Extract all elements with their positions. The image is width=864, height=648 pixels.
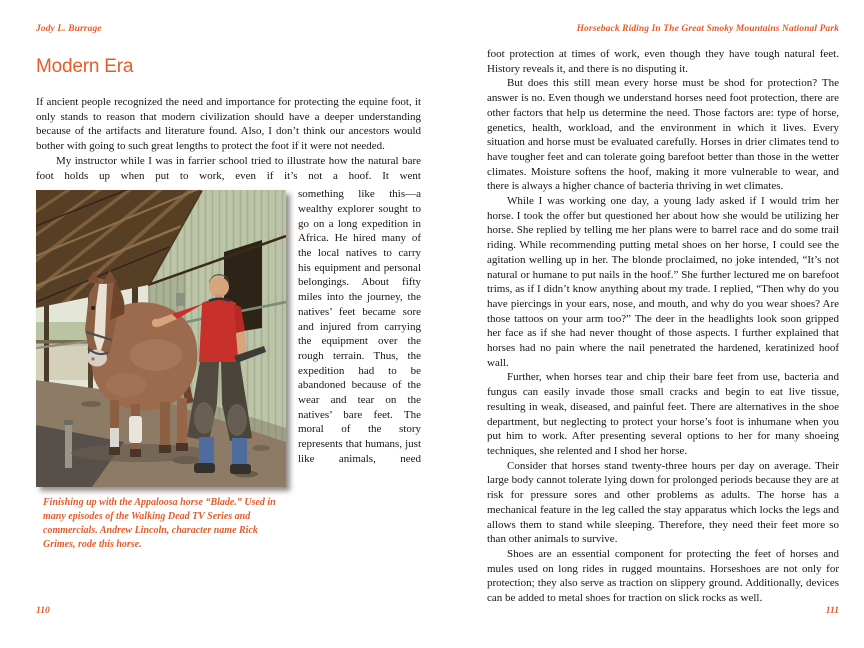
- photo-caption: Finishing up with the Appaloosa horse “Blade.” Used in many episodes of the Walking Dead TV Series and commercials. Andrew Lincoln, character name Rick Grimes, rode this horse.: [43, 497, 276, 550]
- farrier-jeans: [232, 438, 247, 465]
- photo-text-wrap: [36, 187, 421, 551]
- paragraph-shoes-essential: Shoes are an essential component for protecting the feet of horses and mules used on long rides in rugged mountains. Horseshoes are not only for protection; they also serve as traction on slippery ground. Additionally, devices can be added to metal shoes for traction on slick rocks as well.: [487, 547, 839, 605]
- farrier-jeans: [199, 437, 214, 465]
- horse-leg: [160, 402, 170, 448]
- paragraph-bare-feet-damage: Further, when horses tear and chip their bare feet from use, bacteria and fungus can easily invade those small cracks and begin to eat live tissue, resulting in weak, diseased, and painful feet. There are alternatives in the shoe department, but neglecting to protect your horse’s foot is inhumane when you put him to work. After presenting several options to her for many shoeing techniques, she relented and I shod her horse.: [487, 371, 839, 457]
- running-header-author: Jody L. Burrage: [36, 24, 102, 34]
- page-number-left: 110: [36, 606, 50, 616]
- electric-box: [176, 293, 185, 306]
- paragraph-standing-hours: Consider that horses stand twenty-three hours per day on average. Their large body cannot tolerate lying down for prolonged periods because they are at risk for pressure sores and other problems as adults. The horse has a mechanical feature in the leg called the stay apparatus which locks the legs and allows them to stand while sleeping. Therefore, they need their feet more so than other animals to survive.: [487, 459, 839, 546]
- chapter-heading: Modern Era: [36, 56, 134, 77]
- photo-figure: [36, 190, 286, 551]
- page-left: [36, 24, 421, 616]
- pipe-post: [64, 420, 73, 468]
- horse-muzzle: [87, 350, 107, 367]
- horse-eye: [91, 306, 95, 310]
- paragraph-shod-for-protection: But does this still mean every horse must be shod for protection? The answer is no. Even though we understand horses need foot protection, there are other factors that help us determine the need. Those factors are: type of horse, genetics, health, workload, and the environment in which it lives. Every situation and horse must be evaluated carefully. Horses in drier climates tend to have tougher feet and can tolerate going barefoot better than those in the wetter climates. Moisture softens the hoof, making it more vulnerable to wear, and there is always a higher chance of bacteria thriving in wet climates.: [487, 77, 839, 193]
- horse-leg: [177, 398, 187, 446]
- paragraph-opening: If ancient people recognized the need and importance for protecting the equine foot, it only stands to reason that modern civilization should have a deeper understanding because of the artifacts and literature found. Also, I don’t think our ancestors would bother with going to such great lengths to protect the foot if it were not needed.: [36, 96, 421, 153]
- page-right: [487, 24, 839, 616]
- page-number-right: 111: [825, 606, 839, 616]
- running-header-book-title: Horseback Riding In The Great Smoky Mountains National Park: [576, 24, 839, 34]
- farrier-boot: [230, 464, 251, 474]
- paragraph-young-lady-story: While I was working one day, a young lady asked if I would trim her horse. I took the offer but questioned her about how she would be utilizing her horse. She replied by telling me her plans were to barrel race and do some trail riding. While recommending putting metal shoes on her horse, I could see the agitation welling up in her. The blonde proclaimed, no joke intended, “It’s not natural or humane to put nails in the hoof.” She further lectured me on barefoot trims, as if I didn’t know anything about my trade. I replied, “Then why do you have piercings in your ears, nose, and mouth, and why do you wear shoes? Are those tattoos on your arm too?” The deer in the headlights look soon gripped her face as if she had never thought of those aspects. I further explained that horses had no pain where the nail penetrated the hardened, keratinized hoof wall.: [487, 195, 839, 369]
- leg-wrap: [129, 416, 142, 443]
- farrier-hand: [152, 319, 160, 327]
- paragraph-story-wrap: something like this—a wealthy explorer sought to go on a long expedition in Africa. He hired many of the local natives to carry his equipment and personal belongings. About fifty miles into the journey, the natives’ feet became sore and injured from carrying the equipment over the rough terrain. Thus, the expedition had to be abandoned because of the wear and tear on the natives’ bare feet. The moral of the story represents that humans, just like animals, need: [298, 188, 421, 465]
- farrier-red-shirt: [199, 299, 240, 362]
- barn-horse-photo: [36, 190, 286, 487]
- farrier-boot: [194, 463, 215, 473]
- paragraph-instructor-intro: My instructor while I was in farrier school tried to illustrate how the natural bare foot holds up when put to work, even if it’s not a hoof. It went: [36, 154, 421, 182]
- paragraph-continuation: foot protection at times of work, even though they have tough natural feet. History reveals it, and there is no disputing it.: [487, 48, 839, 75]
